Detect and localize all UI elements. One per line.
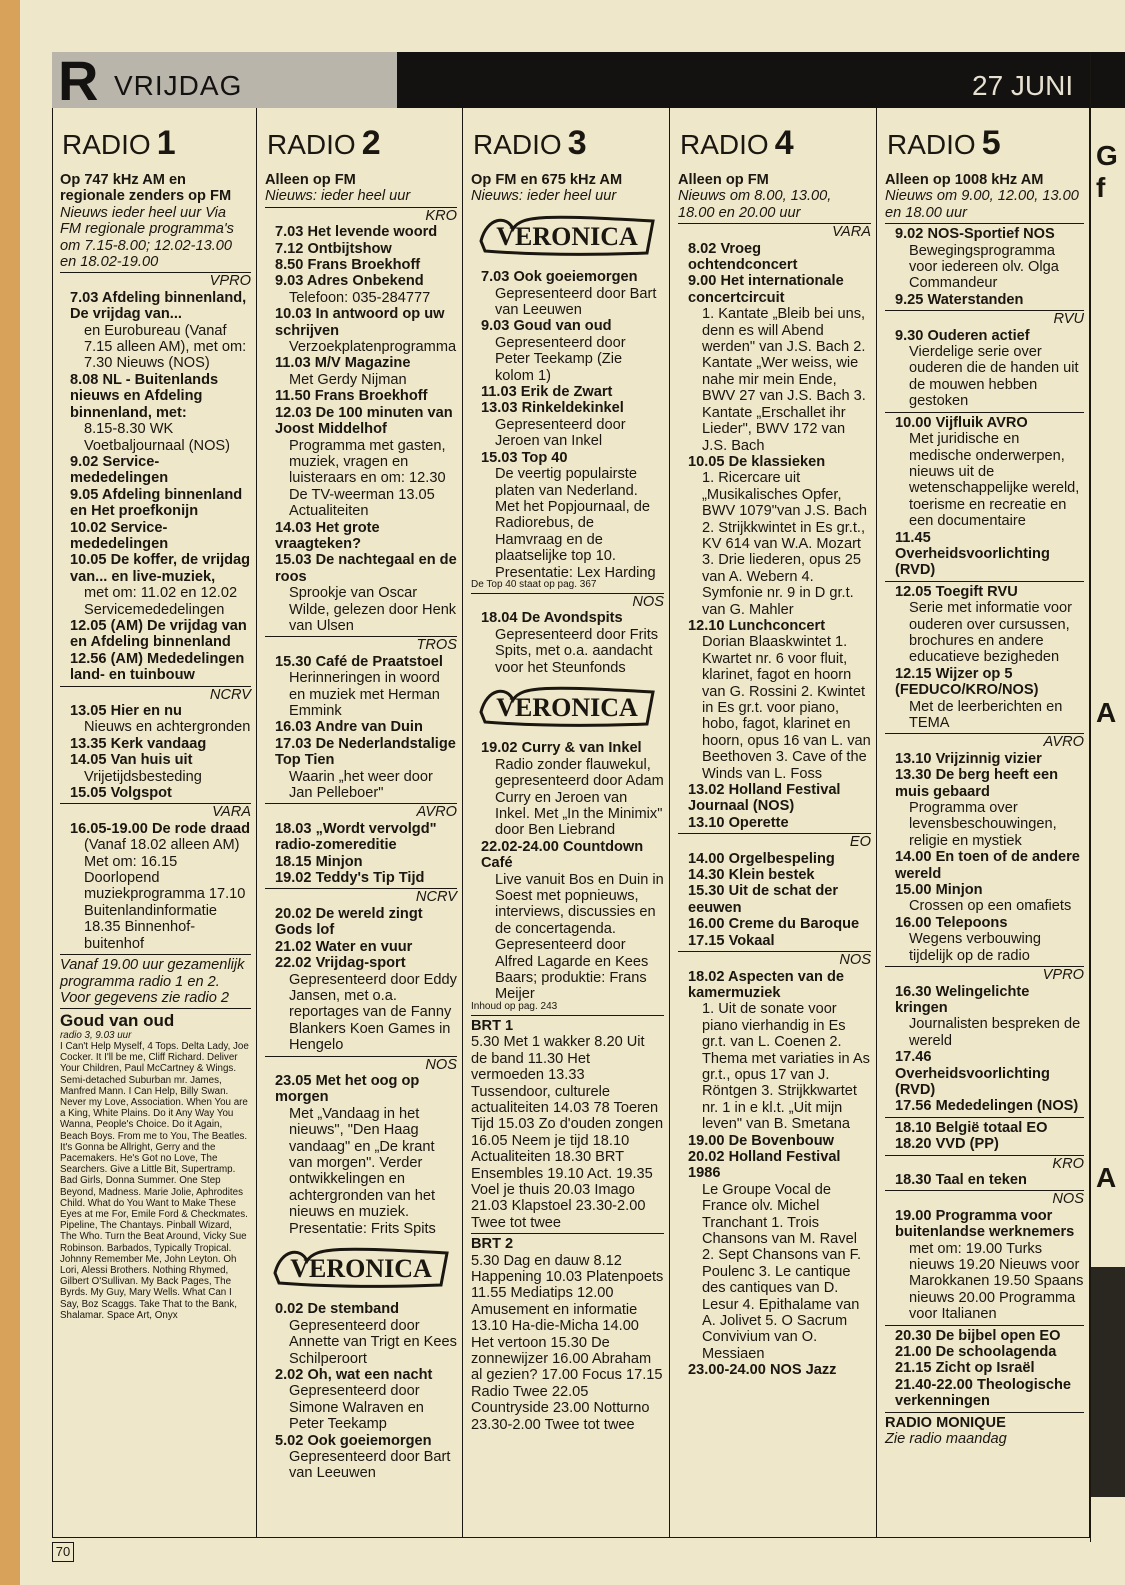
- program-entry: [481, 450, 664, 581]
- program-title: 7.03 Het levende woord: [275, 224, 438, 241]
- program-title: 20.02 Holland Festival 1986: [688, 1148, 841, 1182]
- program-title: 17.15 Vokaal: [688, 932, 775, 949]
- column-radio-3: [463, 108, 670, 1538]
- program-entry: [275, 355, 457, 388]
- program-title: 16.30 Welingelichte kringen: [895, 983, 1030, 1016]
- program-entry: [70, 552, 251, 618]
- program-entry: [275, 1367, 457, 1433]
- broadcaster-label: TROS: [265, 636, 457, 653]
- program-title: 15.05 Volgspot: [70, 785, 172, 802]
- program-description: 1. Kantate „Bleib bei uns, denn es will Abend werden" van J.S. Bach 2. Kantate „Wer weiss, wie nahe mir mein Ende, BWV 27 van J.S. Bach 3. Kantate „Erschallet ihr Lieder", BWV 172 van J.S. Bach: [702, 306, 866, 454]
- closing-note: Vanaf 19.00 uur gezamenlijk programma radio 1 en 2. Voor gegevens zie radio 2: [60, 957, 245, 1006]
- program-entry: [481, 839, 664, 1003]
- next-header-bar: [1091, 52, 1125, 108]
- next-page-strip: [1090, 52, 1125, 1542]
- program-entry: [895, 1377, 1084, 1410]
- program-entry: [275, 955, 457, 1053]
- program-title: 14.30 Klein bestek: [688, 867, 815, 884]
- program-entry: [275, 388, 457, 404]
- program-title: 9.05 Afdeling binnenland en Het proefkonijn: [70, 486, 243, 520]
- program-title: 16.03 Andre van Duin: [275, 719, 423, 736]
- frequency-info: Op 747 kHz AM en regionale zenders op FM: [60, 172, 232, 205]
- program-title: 9.00 Het internationale concertcircuit: [688, 273, 844, 306]
- program-title: 18.30 Taal en teken: [895, 1171, 1027, 1188]
- program-description: Waarin „het weer door Jan Pelleboer": [289, 768, 433, 802]
- program-description: met om: 11.02 en 12.02 Servicemededelingen: [84, 585, 238, 618]
- next-heading-g: G: [1096, 140, 1118, 171]
- program-description: Vierdelige serie over ouderen die de handen uit de mouwen hebben gestoken: [909, 344, 1079, 410]
- program-title: 19.00 De Bovenbouw: [688, 1132, 834, 1149]
- program-title: 15.03 De nachtegaal en de roos: [275, 552, 457, 585]
- program-title: 19.02 Curry & van Inkel: [481, 740, 642, 757]
- program-description: Met juridische en medische onderwerpen, nieuws uit de wetenschappelijke wereld, toerisme en recreatie en een documentaire: [909, 431, 1080, 530]
- program-description: 7.30 Nieuws (NOS): [84, 355, 210, 372]
- program-description: Met de leerberichten en TEMA: [909, 698, 1063, 731]
- program-title: 5.02 Ook goeiemorgen: [275, 1432, 432, 1449]
- program-description: 1. Uit de sonate voor piano vierhandig in Es gr.t. van L. Coenen 2. Thema met variaties in As gr.t., opus 17 van J. Röntgen 3. Strijkkwartet nr. 1 in e kl.t. „Uit mijn leven" van B. Smetana: [702, 1001, 870, 1133]
- program-entry: [688, 851, 871, 867]
- program-entry: [688, 241, 871, 274]
- program-entry: [275, 1301, 457, 1367]
- broadcaster-label: AVRO: [885, 733, 1084, 750]
- next-page-photo: [1091, 1267, 1125, 1497]
- broadcaster-label: VARA: [678, 223, 871, 240]
- program-entry: [688, 618, 871, 782]
- program-entry: [275, 306, 457, 355]
- program-description: Verzoekplatenprogramma: [289, 339, 457, 356]
- program-description: Met „Vandaag in het nieuws", "Den Haag vandaag" en „De krant van morgen". Verder ontwikkelingen en achtergronden van het nieuws en muziek. Presentatie: Frits Spits: [289, 1105, 436, 1237]
- program-entry: [275, 736, 457, 802]
- program-description: Gepresenteerd door Bart van Leeuwen: [289, 1449, 451, 1482]
- station-label: RADIO: [473, 129, 562, 160]
- program-entry: [895, 328, 1084, 410]
- program-entry: [481, 384, 664, 400]
- program-title: 18.02 Aspecten van de kamermuziek: [688, 968, 845, 1001]
- program-description: Bewegingsprogramma voor iedereen olv. Olga Commandeur: [909, 242, 1059, 292]
- program-description: Programma over levensbeschouwingen, religie en mystiek: [909, 800, 1057, 849]
- veronica-logo-text: VERONICA: [496, 221, 638, 251]
- news-info: Nieuws om 9.00, 12.00, 13.00 en 18.00 uur: [885, 188, 1079, 221]
- program-title: 14.05 Van huis uit: [70, 752, 193, 769]
- program-title: 15.03 Top 40: [481, 449, 568, 466]
- goud-playlist: I Can't Help Myself, 4 Tops. Delta Lady, Joe Cocker. It I'll be me, Cliff Richard. Deliver Your Children, Paul McCartney & Wings. Semi-detached Suburban mr. James, Manfred Mann. I Can Help, Billy Swan. Never my Love, Association. When You are a King, White Plains. Do it Any Way You Wanna, People's Choice. Do it Again, Beach Boys. From me to You, The Beatles. It's Gonna be Allright, Gerry and the Pacemakers. He's Got no Love, The Searchers. Give a Little Bit, Supertramp. Bad Girls, Donna Summer. One Step Beyond, Madness. Marie Jolie, Aphrodites Child. What do You Want to Make These Eyes at me For, Emile Ford & Checkmates. Pipeline, The Chantays. Pinball Wizard, The Who. Turn the Beat Around, Vicky Sue Robinson. Barbados, Typically Tropical. Johnny Remember Me, John Leyton. Oh Lori, Alessi Brothers. Nothing Rhymed, Gilbert O'Sullivan. My Back Pages, The Byrds. My Guy, Mary Wells. What Can I Say, Boz Scaggs. Take That to the Bank, Shalamar. Space Art, Onyx: [60, 1040, 249, 1321]
- column-title: [267, 124, 457, 162]
- program-description: Serie met informatie voor ouderen over cursussen, brochures en andere educatieve bezigheden: [909, 600, 1073, 666]
- program-title: 11.03 M/V Magazine: [275, 355, 411, 372]
- program-entry: [688, 883, 871, 916]
- program-title: 9.03 Adres Onbekend: [275, 273, 424, 290]
- program-description: Gepresenteerd door Simone Walraven en Peter Teekamp: [289, 1383, 424, 1433]
- program-entry: [688, 454, 871, 618]
- station-label: RADIO: [887, 129, 976, 160]
- broadcaster-label: AVRO: [265, 803, 457, 820]
- program-title: 13.03 Rinkeldekinkel: [481, 400, 624, 417]
- program-description: Radio zonder flauwekul, gepresenteerd door Adam Curry en Jeroen van Inkel. Met „In the Minimix" door Ben Liebrand: [495, 756, 664, 839]
- broadcaster-label: NOS: [885, 1190, 1084, 1207]
- program-description: Gepresenteerd door Peter Teekamp (Zie kolom 1): [495, 334, 626, 384]
- program-entry: [275, 719, 457, 735]
- program-entry: [70, 290, 251, 356]
- program-entry: [275, 273, 457, 306]
- broadcaster-label: RVU: [885, 310, 1084, 327]
- veronica-logo-2: [477, 682, 657, 730]
- news-info: Nieuws ieder heel uur Via FM regionale programma's om 7.15-8.00; 12.02-13.00 en 18.02-19.00: [60, 204, 234, 271]
- brt1-title: BRT 1: [471, 1017, 514, 1034]
- program-entry: [688, 815, 871, 831]
- broadcaster-label: EO: [678, 833, 871, 850]
- program-entry: [275, 405, 457, 520]
- program-title: 23.05 Met het oog op morgen: [275, 1072, 420, 1106]
- program-title: 18.04 De Avondspits: [481, 610, 623, 627]
- program-title: 12.56 (AM) Mededelingen land- en tuinbouw: [70, 650, 245, 684]
- program-entry: [688, 969, 871, 1133]
- program-title: 8.50 Frans Broekhoff: [275, 257, 421, 274]
- program-description: De veertig populairste platen van Nederland. Met het Popjournaal, de Radiorebus, de Hamvraag en de plaatselijke top 10. Presentatie: Lex Harding: [495, 466, 656, 581]
- program-description: Journalisten bespreken de wereld: [909, 1016, 1081, 1049]
- program-description: Dorian Blaaskwintet 1. Kwartet nr. 6 voor fluit, klarinet, fagot en hoorn van G. Rossini 2. Kwintet in Es gr.t. voor piano, hobo, fagot, klarinet en hoorn, opus 16 van L. van Beethoven 3. Cave of the Winds van L. Foss: [702, 634, 871, 782]
- program-entry: [688, 1149, 871, 1362]
- program-title: 19.00 Programma voor buitenlandse werknemers: [895, 1207, 1075, 1241]
- program-entry: [70, 736, 251, 752]
- program-title: 10.05 De klassieken: [688, 453, 826, 470]
- program-title: 19.02 Teddy's Tip Tijd: [275, 870, 425, 887]
- program-description: met om: 19.00 Turks nieuws 19.20 Nieuws voor Marokkanen 19.50 Spaans nieuws 20.00 Programma voor Italianen: [909, 1240, 1084, 1323]
- program-title: 9.02 NOS-Sportief NOS: [895, 226, 1055, 243]
- radio-monique-text: Zie radio maandag: [885, 1431, 1007, 1448]
- program-title: 7.12 Ontbijtshow: [275, 240, 392, 257]
- program-title: 16.05-19.00 De rode draad: [70, 820, 251, 837]
- next-heading-f: f: [1096, 172, 1106, 203]
- broadcaster-label: NOS: [471, 593, 664, 610]
- section-letter: R: [58, 49, 99, 112]
- program-entry: [70, 520, 251, 553]
- program-description: en Eurobureau (Vanaf 7.15 alleen AM), met om:: [84, 322, 247, 356]
- program-entry: [895, 1049, 1084, 1098]
- program-title: 22.02 Vrijdag-sport: [275, 955, 406, 972]
- program-description: Telefoon: 035-284777: [289, 289, 431, 306]
- program-title: 10.00 Vijfluik AVRO: [895, 414, 1028, 431]
- broadcaster-label: KRO: [265, 207, 457, 224]
- program-entry: [70, 487, 251, 520]
- program-title: 0.02 De stemband: [275, 1301, 400, 1318]
- program-entry: [481, 318, 664, 384]
- program-description: Herinneringen in woord en muziek met Herman Emmink: [289, 670, 440, 719]
- program-description: Gepresenteerd door Jeroen van Inkel: [495, 416, 626, 450]
- program-entry: [895, 1172, 1084, 1188]
- program-entry: [688, 273, 871, 453]
- page-edge: [0, 0, 20, 1585]
- program-title: 12.15 Wijzer op 5 (FEDUCO/KRO/NOS): [895, 665, 1039, 699]
- program-entry: [275, 552, 457, 634]
- program-entry: [895, 1344, 1084, 1360]
- program-title: 14.00 Orgelbespeling: [688, 850, 835, 867]
- divider: [885, 1117, 1084, 1118]
- program-entry: [895, 1360, 1084, 1376]
- veronica-logo-3: [271, 1243, 451, 1291]
- program-title: 17.46 Overheidsvoorlichting (RVD): [895, 1049, 1050, 1098]
- program-entry: [70, 752, 251, 785]
- column-radio-1: [52, 108, 257, 1538]
- program-entry: [895, 292, 1084, 308]
- program-title: 12.10 Lunchconcert: [688, 617, 826, 634]
- divider: [60, 954, 251, 955]
- program-entry: [895, 882, 1084, 915]
- program-entry: [895, 1208, 1084, 1323]
- program-description: 8.15-8.30 WK Voetbaljournaal (NOS): [84, 421, 231, 454]
- brt1-schedule: 5.30 Met 1 wakker 8.20 Uit de band 11.30 Het vermoeden 13.33 Tussendoor, culturele actualiteiten 14.03 78 Toeren Tijd 15.03 Zo d'ouden zongen 16.05 Neem je tijd 18.10 Actualiteiten 18.30 BRT Ensembles 19.10 Act. 19.35 Voel je thuis 20.03 Imago 21.03 Klapstoel 23.30-2.00 Twee tot twee: [471, 1034, 664, 1231]
- program-entry: [481, 400, 664, 449]
- program-title: 10.03 In antwoord op uw schrijven: [275, 306, 445, 339]
- frequency-info: Op FM en 675 kHz AM: [471, 172, 623, 188]
- program-description: Live vanuit Bos en Duin in Soest met popnieuws, interviews, discussies en de concertagenda. Gepresenteerd door Alfred Lagarde en Kees Baars; produktie: Frans Meijer: [495, 871, 664, 1003]
- column-title: [62, 124, 251, 162]
- program-entry: [70, 703, 251, 736]
- broadcaster-label: VPRO: [885, 966, 1084, 983]
- program-title: 8.08 NL - Buitenlands nieuws en Afdeling binnenland, met:: [70, 371, 219, 421]
- broadcaster-label: VPRO: [60, 272, 251, 289]
- program-title: 21.40-22.00 Theologische verkenningen: [895, 1376, 1072, 1410]
- broadcaster-label: VARA: [60, 803, 251, 820]
- broadcaster-label: NCRV: [265, 888, 457, 905]
- station-label: RADIO: [680, 129, 769, 160]
- program-title: 11.50 Frans Broekhoff: [275, 388, 428, 405]
- program-entry: [275, 1073, 457, 1237]
- program-entry: [275, 870, 457, 886]
- station-label: RADIO: [62, 129, 151, 160]
- program-entry: [70, 651, 251, 684]
- next-heading-a2: A: [1096, 1162, 1117, 1193]
- program-title: 21.00 De schoolagenda: [895, 1344, 1057, 1361]
- broadcaster-label: KRO: [885, 1155, 1084, 1172]
- program-entry: [895, 226, 1084, 292]
- divider: [885, 581, 1084, 582]
- program-title: 9.30 Ouderen actief: [895, 327, 1030, 344]
- program-title: 12.03 De 100 minuten van Joost Middelhof: [275, 404, 453, 438]
- program-description: Programma met gasten, muziek, vragen en luisteraars en om: 12.30 De TV-weerman 13.05 Actualiteiten: [289, 437, 446, 520]
- program-entry: [895, 767, 1084, 849]
- program-title: 11.45 Overheidsvoorlichting (RVD): [895, 529, 1050, 579]
- program-description: Crossen op een omafiets: [909, 898, 1072, 915]
- frequency-info: Alleen op 1008 kHz AM: [885, 172, 1044, 188]
- next-heading-a: A: [1096, 697, 1117, 728]
- program-description: Sprookje van Oscar Wilde, gelezen door Henk van Ulsen: [289, 585, 457, 634]
- divider: [471, 1015, 664, 1016]
- program-title: 16.00 Telepoons: [895, 914, 1008, 931]
- station-number: 1: [156, 124, 176, 162]
- page-note: Inhoud op pag. 243: [471, 1000, 558, 1012]
- program-title: 18.03 „Wordt vervolgd" radio-zomereditie: [275, 820, 437, 854]
- program-entry: [895, 751, 1084, 767]
- program-title: 23.00-24.00 NOS Jazz: [688, 1362, 837, 1379]
- program-title: 21.02 Water en vuur: [275, 938, 413, 955]
- column-title: [887, 124, 1084, 162]
- program-title: 10.05 De koffer, de vrijdag van... en live-muziek,: [70, 552, 251, 585]
- program-description: Nieuws en achtergronden: [84, 719, 251, 736]
- program-title: 7.03 Ook goeiemorgen: [481, 269, 638, 286]
- page-number: 70: [52, 1542, 74, 1562]
- column-title: [680, 124, 871, 162]
- program-title: 13.02 Holland Festival Journaal (NOS): [688, 782, 841, 815]
- program-description: Met Gerdy Nijman: [289, 371, 407, 388]
- program-title: 18.20 VVD (PP): [895, 1136, 999, 1153]
- program-entry: [895, 849, 1084, 882]
- program-title: 14.00 En toen of de andere wereld: [895, 849, 1080, 882]
- program-entry: [275, 654, 457, 720]
- station-number: 4: [774, 124, 794, 162]
- program-description: Gepresenteerd door Eddy Jansen, met o.a. reportages van de Fanny Blankers Koen Games in Hengelo: [289, 971, 457, 1054]
- program-entry: [275, 906, 457, 939]
- program-title: 18.15 Minjon: [275, 853, 363, 870]
- radio-monique-title: RADIO MONIQUE: [885, 1414, 1006, 1431]
- news-info: Nieuws: ieder heel uur: [471, 188, 617, 205]
- program-entry: [481, 269, 664, 318]
- program-entry: [70, 821, 251, 952]
- program-description: Gepresenteerd door Frits Spits, met o.a. aandacht voor het Steunfonds: [495, 626, 659, 676]
- broadcaster-label: NOS: [265, 1056, 457, 1073]
- header-date: 27 JUNI: [972, 70, 1074, 101]
- program-entry: [70, 372, 251, 454]
- program-title: 7.03 Afdeling binnenland, De vrijdag van...: [70, 289, 247, 323]
- program-description: Gepresenteerd door Bart van Leeuwen: [495, 285, 657, 319]
- program-entry: [895, 1136, 1084, 1152]
- program-title: 16.00 Creme du Baroque: [688, 916, 860, 933]
- program-entry: [275, 241, 457, 257]
- station-number: 3: [567, 124, 587, 162]
- program-entry: [688, 916, 871, 932]
- program-title: 9.02 Service-mededelingen: [70, 453, 169, 487]
- program-entry: [688, 933, 871, 949]
- program-title: 13.05 Hier en nu: [70, 703, 182, 719]
- program-title: 14.03 Het grote vraagteken?: [275, 519, 380, 552]
- column-title: [473, 124, 664, 162]
- program-entry: [895, 915, 1084, 964]
- divider: [885, 223, 1084, 224]
- program-entry: [895, 1098, 1084, 1114]
- program-title: 11.03 Erik de Zwart: [481, 384, 613, 401]
- brt2-schedule: 5.30 Dag en dauw 8.12 Happening 10.03 Platenpoets 11.55 Mediatips 12.00 Amusement en informatie 13.10 Ha-die-Micha 14.00 Het vertoon 15.30 De zonnewijzer 16.00 Abraham al gezien? 17.00 Focus 17.15 Radio Twee 22.05 Countryside 23.00 Notturno 23.30-2.00 Twee tot twee: [471, 1252, 664, 1433]
- program-entry: [895, 1328, 1084, 1344]
- divider: [60, 1008, 251, 1009]
- divider: [885, 1325, 1084, 1326]
- column-radio-2: [257, 108, 463, 1538]
- program-entry: [275, 520, 457, 553]
- program-title: 8.02 Vroeg ochtendconcert: [688, 240, 798, 274]
- divider: [471, 1233, 664, 1234]
- program-entry: [481, 610, 664, 676]
- page-note: De Top 40 staat op pag. 367: [471, 578, 597, 590]
- program-entry: [70, 785, 251, 801]
- header-day: VRIJDAG: [114, 70, 243, 101]
- program-description: 1. Ricercare uit „Musikalisches Opfer, BWV 1079"van J.S. Bach 2. Strijkkwintet in Es gr.t., KV 614 van W.A. Mozart 3. Drie liederen, opus 25 van A. Webern 4. Symfonie nr. 9 in D gr.t. van G. Mahler: [702, 470, 867, 618]
- program-entry: [895, 415, 1084, 530]
- goud-title: Goud van oud: [60, 1011, 175, 1031]
- program-title: 17.03 De Nederlandstalige Top Tien: [275, 735, 456, 769]
- program-entry: [275, 939, 457, 955]
- program-title: 20.30 De bijbel open EO: [895, 1327, 1061, 1344]
- brt2-title: BRT 2: [471, 1236, 514, 1253]
- program-title: 12.05 Toegift RVU: [895, 583, 1018, 600]
- program-entry: [895, 666, 1084, 732]
- program-entry: [275, 257, 457, 273]
- program-entry: [688, 1133, 871, 1149]
- program-title: 15.00 Minjon: [895, 882, 983, 899]
- program-entry: [275, 821, 457, 854]
- program-description: Wegens verbouwing tijdelijk op de radio: [909, 931, 1041, 964]
- news-info: Nieuws om 8.00, 13.00, 18.00 en 20.00 uur: [678, 188, 832, 221]
- program-title: 15.30 Uit de schat der eeuwen: [688, 883, 839, 916]
- program-entry: [275, 854, 457, 870]
- program-entry: [70, 454, 251, 487]
- frequency-info: Alleen op FM: [678, 172, 769, 188]
- program-entry: [895, 530, 1084, 579]
- program-entry: [688, 867, 871, 883]
- program-title: 12.05 (AM) De vrijdag van en Afdeling binnenland: [70, 617, 247, 651]
- broadcaster-label: NOS: [678, 951, 871, 968]
- program-entry: [895, 1120, 1084, 1136]
- program-description: Vrijetijdsbesteding: [84, 768, 202, 785]
- program-title: 22.02-24.00 Countdown Café: [481, 838, 644, 872]
- program-description: Le Groupe Vocal de France olv. Michel Tranchant 1. Trois Chansons van M. Ravel 2. Sept Chansons van F. Poulenc 3. Le cantique des cantiques van D. Lesur 4. Epithalame van A. Jolivet 5. O Sacrum Convivium van O. Messiaen: [702, 1181, 862, 1362]
- column-radio-4: [670, 108, 877, 1538]
- station-number: 5: [981, 124, 1001, 162]
- divider: [885, 412, 1084, 413]
- goud-subtitle: radio 3, 9.03 uur: [60, 1029, 132, 1041]
- program-title: 18.10 België totaal EO: [895, 1119, 1048, 1136]
- veronica-logo-text: VERONICA: [290, 1254, 432, 1283]
- veronica-logo-text: VERONICA: [496, 692, 638, 722]
- veronica-logo: [477, 211, 657, 259]
- program-title: 13.35 Kerk vandaag: [70, 735, 207, 752]
- program-description: Gepresenteerd door Annette van Trigt en Kees Schilperoort: [289, 1317, 457, 1367]
- goud-van-oud-box: [60, 1013, 251, 1321]
- column-radio-5: [877, 108, 1090, 1538]
- program-entry: [481, 740, 664, 838]
- program-title: 9.03 Goud van oud: [481, 318, 612, 335]
- program-entry: [70, 618, 251, 651]
- program-title: 2.02 Oh, wat een nacht: [275, 1367, 433, 1384]
- program-title: 13.10 Vrijzinnig vizier: [895, 750, 1042, 767]
- program-entry: [275, 224, 457, 240]
- station-number: 2: [361, 124, 381, 162]
- program-title: 20.02 De wereld zingt Gods lof: [275, 905, 423, 939]
- program-entry: [70, 355, 251, 371]
- program-entry: [688, 782, 871, 815]
- station-label: RADIO: [267, 129, 356, 160]
- news-info: Nieuws: ieder heel uur: [265, 188, 411, 205]
- program-title: 9.25 Waterstanden: [895, 291, 1024, 308]
- program-title: 13.10 Operette: [688, 814, 789, 831]
- broadcaster-label: NCRV: [60, 686, 251, 703]
- program-entry: [688, 1362, 871, 1378]
- program-title: 21.15 Zicht op Israël: [895, 1360, 1035, 1377]
- program-description: (Vanaf 18.02 alleen AM) Met om: 16.15 Doorlopend muziekprogramma 17.10 Buitenlandinformatie 18.35 Binnenhof-buitenhof: [84, 837, 246, 952]
- frequency-info: Alleen op FM: [265, 172, 356, 188]
- program-title: 15.30 Café de Praatstoel: [275, 653, 443, 670]
- program-entry: [895, 984, 1084, 1050]
- program-title: 10.02 Service-mededelingen: [70, 519, 169, 552]
- divider: [885, 1412, 1084, 1413]
- program-entry: [895, 584, 1084, 666]
- program-entry: [275, 1433, 457, 1482]
- program-title: 17.56 Mededelingen (NOS): [895, 1098, 1079, 1115]
- program-title: 13.30 De berg heeft een muis gebaard: [895, 767, 1059, 800]
